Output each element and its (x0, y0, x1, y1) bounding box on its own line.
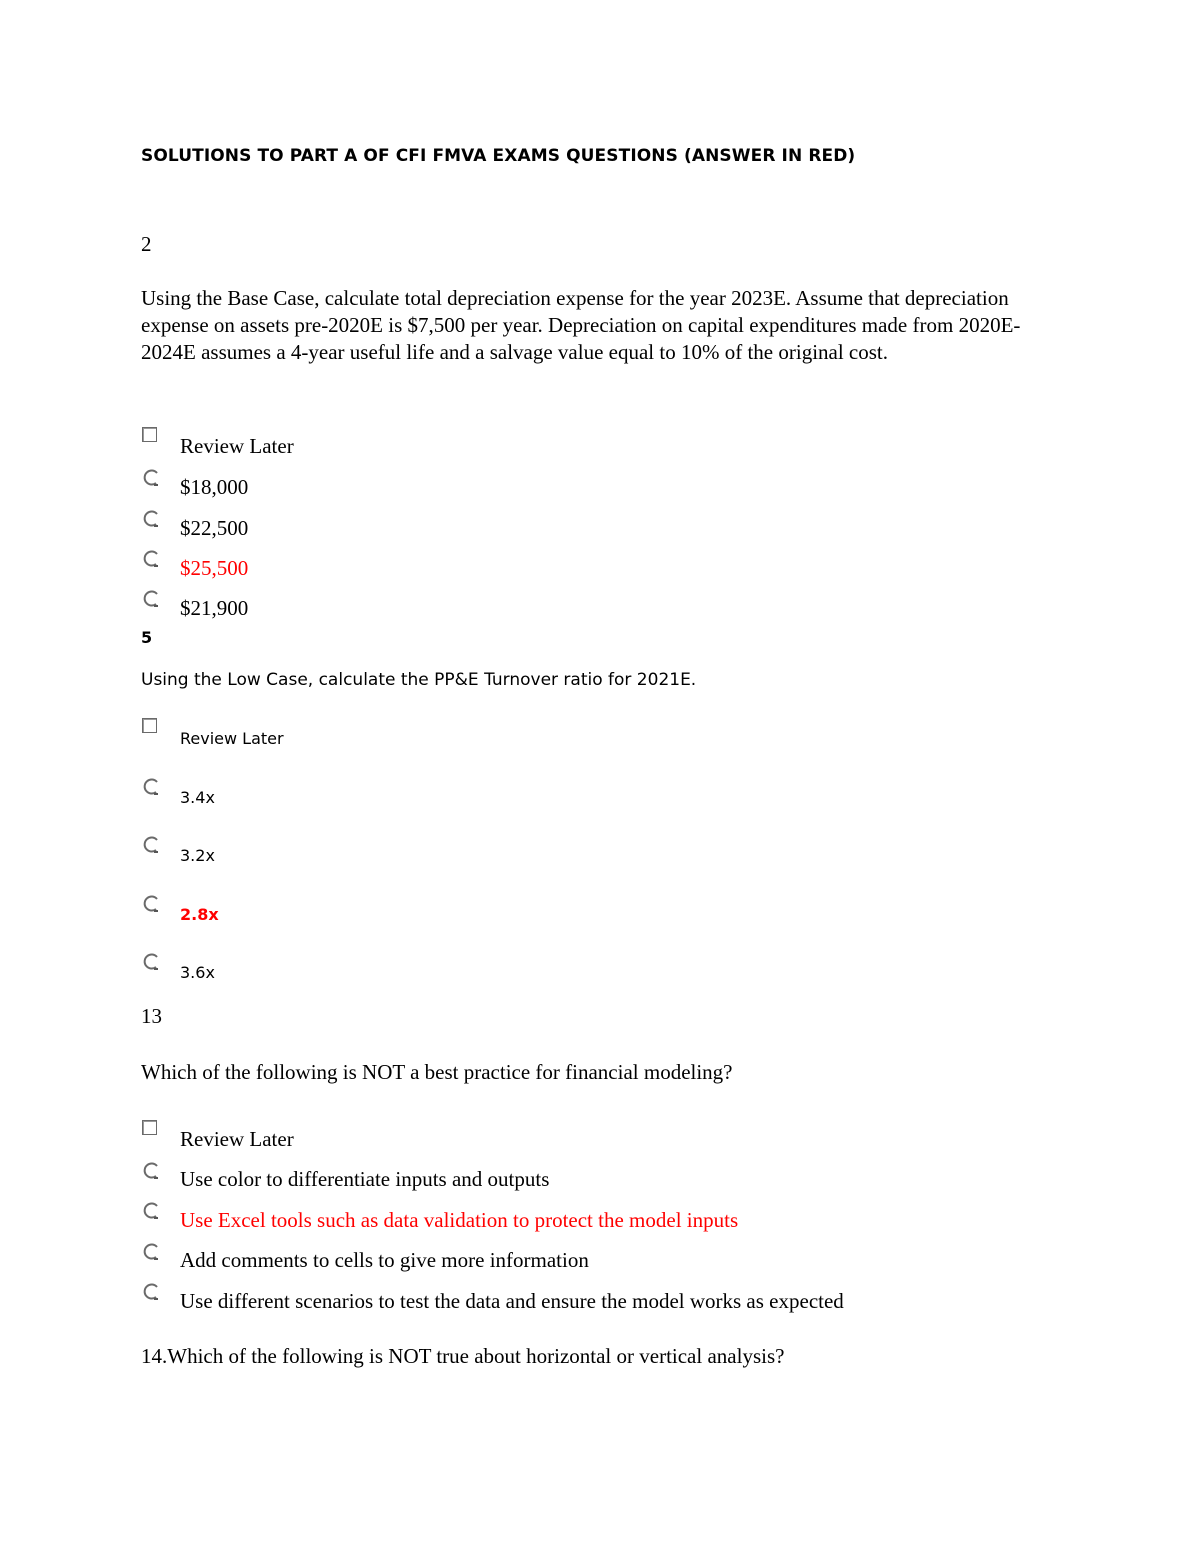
radio-button-icon[interactable] (142, 469, 160, 489)
review-later-label: Review Later (180, 434, 294, 458)
answer-option-label: 2.8x (180, 905, 219, 924)
radio-button-icon[interactable] (142, 895, 160, 915)
answer-option-label: Use different scenarios to test the data and ensure the model works as expected (180, 1289, 844, 1313)
radio-button-icon[interactable] (142, 1202, 160, 1222)
checkbox-icon[interactable] (142, 427, 157, 442)
answer-option-label: $22,500 (180, 516, 249, 540)
answer-option-label: $21,900 (180, 596, 249, 620)
review-later-label: Review Later (180, 1127, 294, 1151)
checkbox-icon[interactable] (142, 1120, 157, 1135)
question-number: 13 (141, 1004, 162, 1028)
question-text: Which of the following is NOT a best practice for financial modeling? (141, 1060, 733, 1084)
review-later-label: Review Later (180, 729, 284, 748)
question-number: 2 (141, 232, 152, 256)
document-title: SOLUTIONS TO PART A OF CFI FMVA EXAMS QUESTIONS (ANSWER IN RED) (141, 146, 856, 166)
answer-option-label: Add comments to cells to give more information (180, 1248, 589, 1272)
radio-button-icon[interactable] (142, 836, 160, 856)
radio-button-icon[interactable] (142, 1243, 160, 1263)
question-text: Using the Low Case, calculate the PP&E Turnover ratio for 2021E. (141, 670, 697, 690)
radio-button-icon[interactable] (142, 1283, 160, 1303)
checkbox-icon[interactable] (142, 718, 157, 733)
answer-option-label: $25,500 (180, 556, 249, 580)
answer-option-label: 3.6x (180, 963, 215, 982)
question-text: 14.Which of the following is NOT true about horizontal or vertical analysis? (141, 1344, 785, 1368)
answer-option-label: 3.2x (180, 846, 215, 865)
answer-option-label: $18,000 (180, 475, 249, 499)
answer-option-label: Use color to differentiate inputs and outputs (180, 1167, 550, 1191)
radio-button-icon[interactable] (142, 510, 160, 530)
radio-button-icon[interactable] (142, 778, 160, 798)
radio-button-icon[interactable] (142, 1162, 160, 1182)
radio-button-icon[interactable] (142, 953, 160, 973)
question-number: 5 (141, 628, 153, 647)
question-text: Using the Base Case, calculate total depreciation expense for the year 2023E. Assume that depreciation expense on assets pre-2020E is $7,500 per year. Depreciation on capital expenditures made from 2020E-2024E assumes a 4-year useful life and a salvage value equal to 10% of the original cost. (141, 286, 1021, 364)
radio-button-icon[interactable] (142, 590, 160, 610)
answer-option-label: 3.4x (180, 788, 215, 807)
radio-button-icon[interactable] (142, 550, 160, 570)
answer-option-label: Use Excel tools such as data validation to protect the model inputs (180, 1208, 739, 1232)
